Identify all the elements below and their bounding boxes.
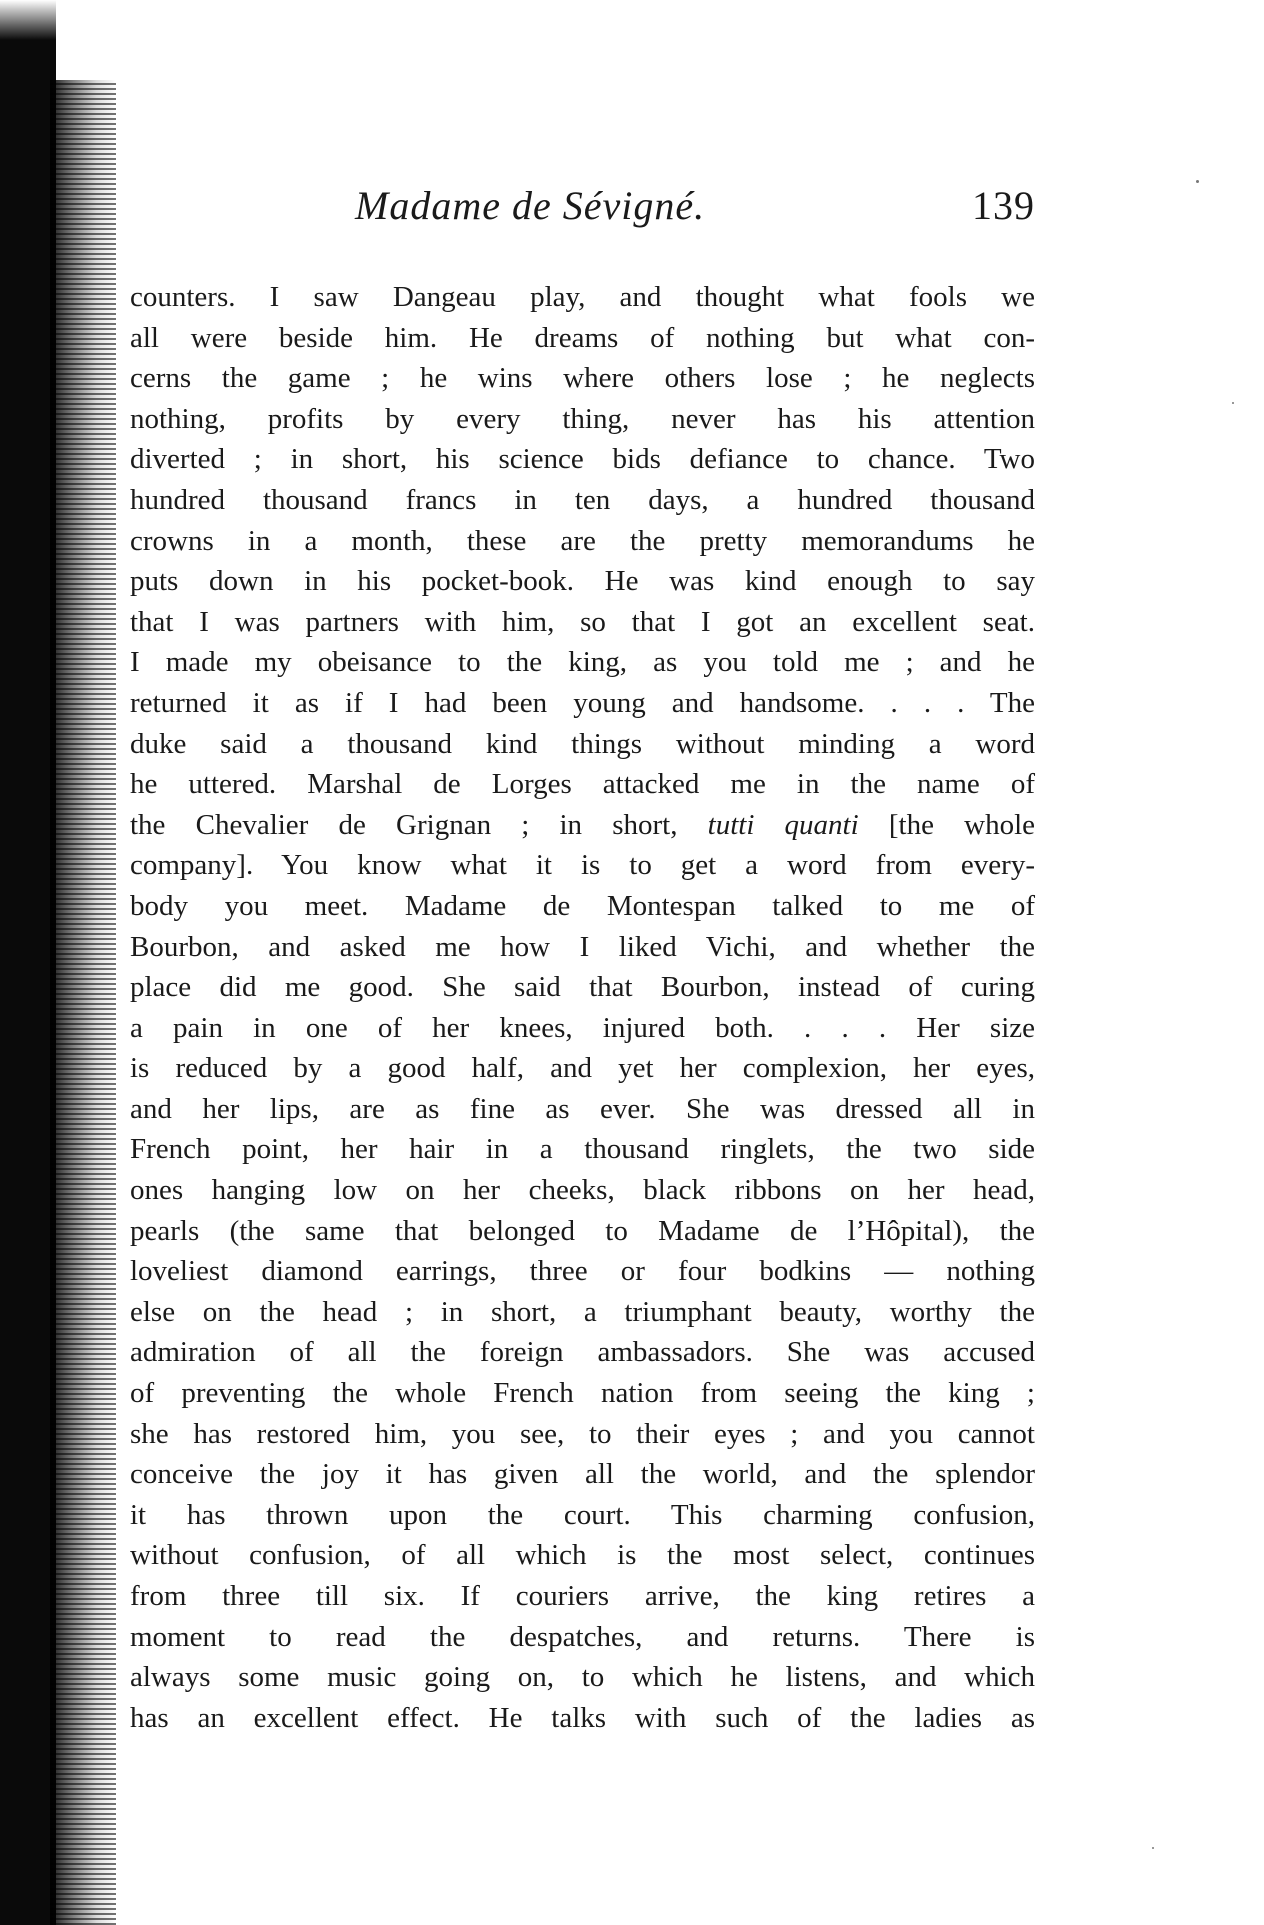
- text-line: always some music going on, to which he listens, and which: [130, 1661, 1035, 1694]
- text-line: company]. You know what it is to get a word from every-: [130, 849, 1035, 882]
- text-line: nothing, profits by every thing, never has his attention: [130, 402, 1035, 435]
- text-line: he uttered. Marshal de Lorges attacked me in the name of: [130, 768, 1035, 801]
- text-line: that I was partners with him, so that I got an excellent seat.: [130, 605, 1035, 638]
- text-line: place did me good. She said that Bourbon, instead of curing: [130, 971, 1035, 1004]
- text-line: else on the head ; in short, a triumphant beauty, worthy the: [130, 1295, 1035, 1328]
- text-line: moment to read the despatches, and returns. There is: [130, 1620, 1035, 1653]
- text-line: counters. I saw Dangeau play, and thought what fools we: [130, 281, 1035, 313]
- text-segment: the Chevalier de Grignan ; in short,: [130, 808, 708, 841]
- text-line: body you meet. Madame de Montespan talked to me of: [130, 889, 1035, 922]
- text-line: is reduced by a good half, and yet her complexion, her eyes,: [130, 1052, 1035, 1085]
- text-line: diverted ; in short, his science bids defiance to chance. Two: [130, 443, 1035, 476]
- text-line: ones hanging low on her cheeks, black ribbons on her head,: [130, 1174, 1035, 1207]
- text-line: duke said a thousand kind things without minding a word: [130, 727, 1035, 760]
- paper-speck: [1152, 1847, 1154, 1849]
- text-line: without confusion, of all which is the most select, continues: [130, 1539, 1035, 1572]
- text-line: and her lips, are as fine as ever. She was dressed all in: [130, 1092, 1035, 1125]
- body-text: [130, 277, 1035, 1738]
- text-line: she has restored him, you see, to their eyes ; and you cannot: [130, 1417, 1035, 1450]
- text-line: conceive the joy it has given all the world, and the splendor: [130, 1458, 1035, 1491]
- text-line: I made my obeisance to the king, as you told me ; and he: [130, 646, 1035, 679]
- running-title: Madame de Sévigné.: [355, 183, 706, 228]
- binding-noise: [50, 80, 116, 1925]
- page-binding-shadow: [0, 0, 120, 1925]
- text-line-with-italic: [130, 805, 1035, 846]
- text-line: crowns in a month, these are the pretty memorandums he: [130, 524, 1035, 557]
- text-line: admiration of all the foreign ambassadors. She was accused: [130, 1336, 1035, 1369]
- paper-speck: [1196, 180, 1199, 183]
- running-head: [130, 182, 1035, 242]
- binding-dark-edge: [0, 0, 56, 1925]
- text-line: hundred thousand francs in ten days, a hundred thousand: [130, 483, 1035, 516]
- text-line: cerns the game ; he wins where others lose ; he neglects: [130, 362, 1035, 395]
- text-line: loveliest diamond earrings, three or four bodkins — nothing: [130, 1255, 1035, 1288]
- text-line: returned it as if I had been young and handsome. . . . The: [130, 686, 1035, 719]
- text-line: pearls (the same that belonged to Madame de l’Hôpital), the: [130, 1214, 1035, 1247]
- italic-phrase: tutti quanti: [707, 808, 859, 841]
- text-line: from three till six. If couriers arrive, the king retires a: [130, 1580, 1035, 1612]
- text-line: Bourbon, and asked me how I liked Vichi, and whether the: [130, 930, 1035, 963]
- text-line: it has thrown upon the court. This charming confusion,: [130, 1498, 1035, 1531]
- text-line: a pain in one of her knees, injured both. . . . Her size: [130, 1011, 1035, 1044]
- paper-speck: [1232, 402, 1234, 404]
- binding-top-fade: [0, 0, 56, 40]
- text-line: has an excellent effect. He talks with such of the ladies as: [130, 1701, 1035, 1734]
- text-line: French point, her hair in a thousand ringlets, the two side: [130, 1133, 1035, 1166]
- text-line: all were beside him. He dreams of nothing but what con-: [130, 321, 1035, 354]
- text-line: of preventing the whole French nation from seeing the king ;: [130, 1377, 1035, 1410]
- page-number: 139: [972, 183, 1035, 228]
- text-segment: [the whole: [858, 808, 1035, 841]
- text-line: puts down in his pocket-book. He was kind enough to say: [130, 565, 1035, 598]
